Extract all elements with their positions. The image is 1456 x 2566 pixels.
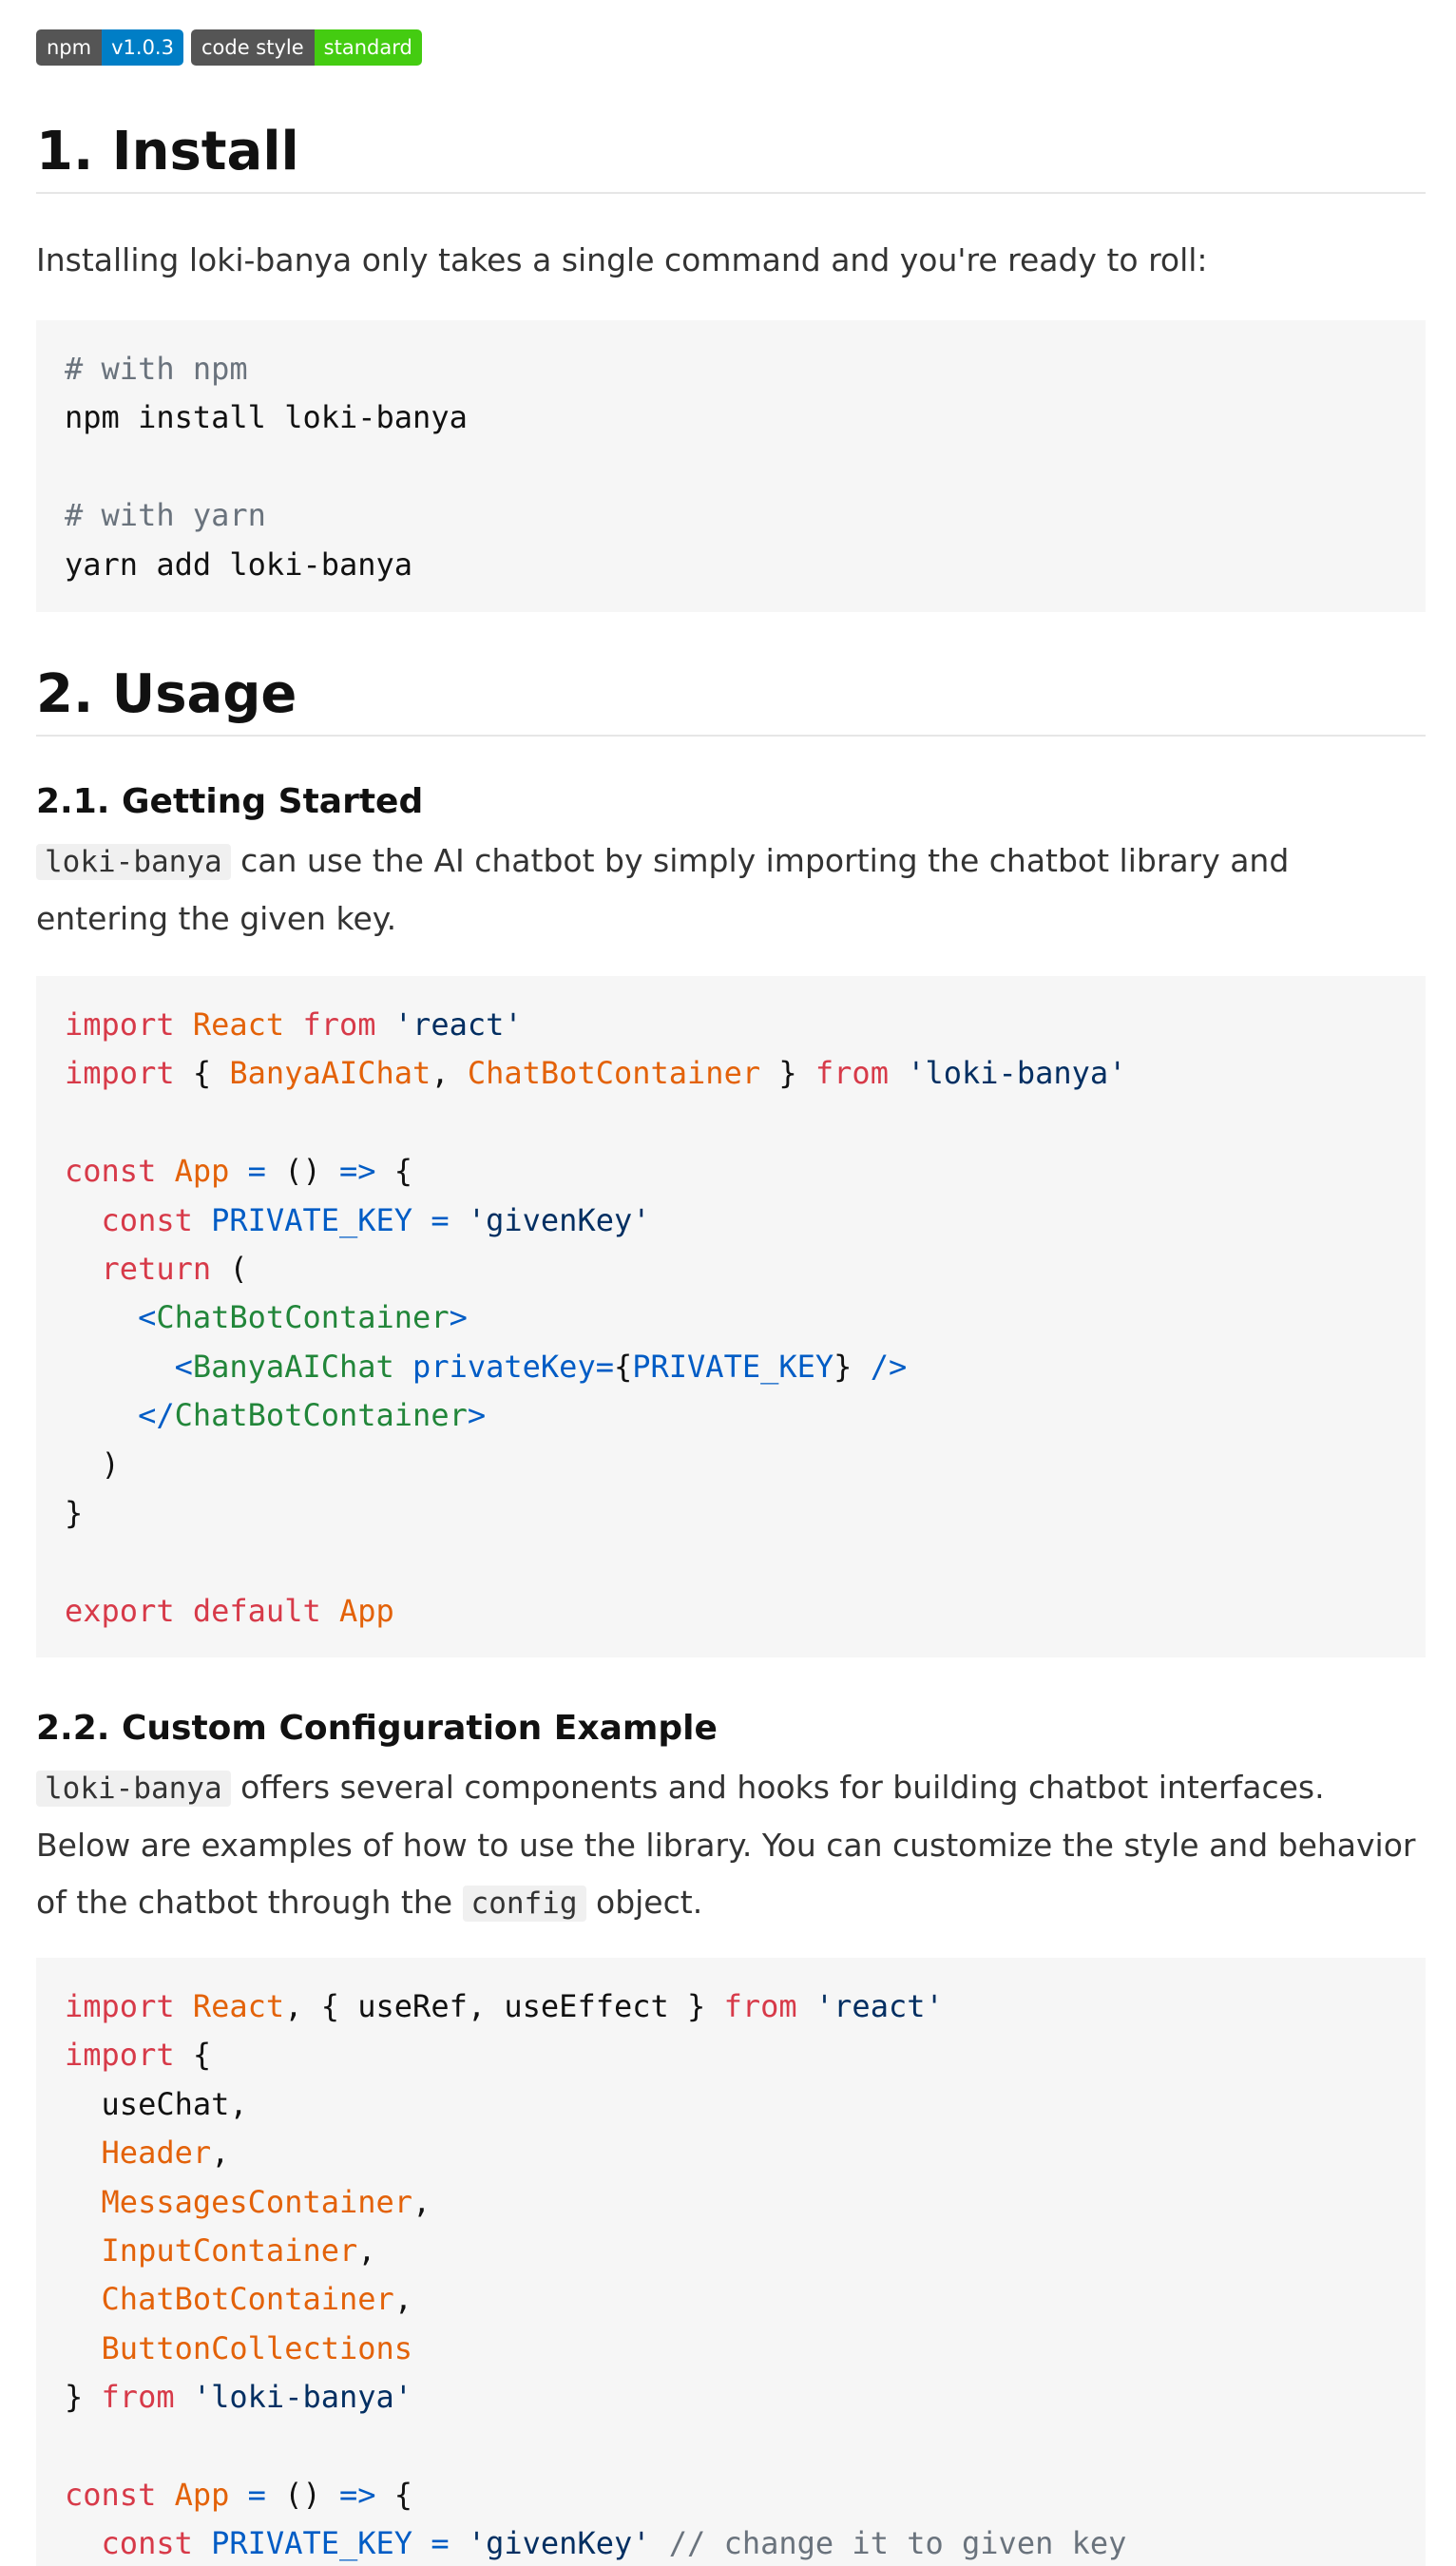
code-token [65, 2281, 102, 2317]
code-token [175, 2379, 193, 2415]
code-token: </ [138, 1397, 175, 1434]
usage-heading: 2. Usage [36, 655, 1426, 737]
code-token [229, 2477, 247, 2513]
code-token: < [174, 1348, 193, 1385]
code-token [229, 1153, 247, 1189]
code-line [65, 2471, 1397, 2519]
badge-value: v1.0.3 [102, 29, 183, 66]
code-token: /> [870, 1348, 908, 1385]
code-token: } [65, 2379, 102, 2416]
code-token [65, 2525, 102, 2561]
code-line [65, 2275, 1397, 2324]
code-token [797, 1988, 815, 2024]
code-token: { [375, 1153, 413, 1190]
code-token: PRIVATE_KEY [211, 1201, 413, 1238]
code-token: React [192, 1006, 285, 1043]
code-token [156, 1153, 174, 1189]
code-token [412, 1202, 431, 1238]
code-token: } [65, 1494, 84, 1531]
code-token: => [338, 1153, 376, 1190]
code-line [65, 1049, 1397, 1098]
custom-config-heading: 2.2. Custom Configuration Example [36, 1709, 718, 1748]
code-line [65, 1441, 1397, 1489]
custom-config-body: offers several components and hooks for building chatbot interfaces. Below are examples of how to use the library. You can customize the style and behavior of the chatbot through the [36, 1769, 1416, 1921]
code-token: = [431, 2525, 450, 2562]
code-line [65, 1391, 1397, 1440]
code-line [65, 1245, 1397, 1293]
install-code-block [36, 320, 1426, 612]
code-token: > [449, 1299, 468, 1336]
code-token [175, 1593, 193, 1629]
code-token: privateKey [412, 1348, 596, 1385]
code-token: } [833, 1348, 871, 1385]
code-token: = [431, 1201, 450, 1238]
code-token [284, 1006, 302, 1043]
code-token [651, 2525, 669, 2561]
badge-value: standard [315, 29, 422, 66]
code-token: , [393, 2281, 413, 2318]
code-token: PRIVATE_KEY [211, 2525, 413, 2562]
code-line [65, 1343, 1397, 1391]
code-token: > [467, 1397, 487, 1434]
code-token: () [265, 1153, 339, 1190]
code-token: const [65, 2476, 157, 2513]
code-token: useChat, [65, 2085, 248, 2122]
code-token: return [101, 1250, 212, 1287]
code-token: , [211, 2135, 230, 2172]
code-token: 'givenKey' [467, 2525, 651, 2562]
code-token [156, 2477, 174, 2513]
code-token: { [613, 1348, 633, 1385]
code-line [65, 2031, 1397, 2079]
code-token [65, 1299, 138, 1335]
code-token: React [192, 1988, 285, 2024]
code-token [193, 2525, 211, 2561]
code-line [65, 2080, 1397, 2129]
code-token: ) [65, 1446, 120, 1483]
custom-config-code-block [36, 1958, 1426, 2566]
code-token: PRIVATE_KEY [632, 1348, 834, 1385]
code-token: = [595, 1348, 614, 1385]
code-token: const [101, 1201, 193, 1238]
code-token: () [265, 2476, 339, 2513]
code-line [65, 1489, 1397, 1538]
code-token: ChatBotContainer [467, 1055, 761, 1092]
code-token [450, 1202, 468, 1238]
code-line [65, 2178, 1397, 2227]
code-token [321, 1593, 339, 1629]
code-token: export [65, 1592, 175, 1629]
code-token: # with yarn [65, 497, 266, 534]
code-token: , [412, 2183, 431, 2220]
code-token: Header [101, 2135, 212, 2172]
code-line [65, 1293, 1397, 1342]
code-token [65, 1202, 102, 1238]
code-token [450, 2525, 468, 2561]
code-token: 'loki-banya' [907, 1055, 1127, 1092]
code-token [65, 2232, 102, 2269]
code-token [412, 2525, 431, 2561]
getting-started-body: can use the AI chatbot by simply importing the chatbot library and entering the given key. [36, 842, 1290, 937]
code-token: { [174, 2037, 212, 2074]
code-line [65, 2325, 1397, 2373]
install-heading: 1. Install [36, 112, 1426, 194]
code-token [175, 1988, 193, 2024]
code-token: 'loki-banya' [192, 2379, 413, 2416]
code-token [65, 2330, 102, 2366]
code-token [65, 1251, 102, 1287]
code-token: npm install loki-banya [65, 399, 468, 436]
inline-code: loki-banya [36, 844, 231, 880]
code-line [65, 541, 1397, 589]
badge-label: code style [191, 29, 315, 66]
code-token: App [174, 2476, 230, 2513]
code-token: 'givenKey' [467, 1201, 651, 1238]
code-token [889, 1055, 907, 1091]
inline-code: loki-banya [36, 1771, 231, 1807]
code-token [175, 1006, 193, 1043]
badges [36, 29, 422, 66]
code-token: from [814, 1055, 889, 1092]
code-token: BanyaAIChat [192, 1348, 394, 1385]
code-token: ButtonCollections [101, 2329, 413, 2366]
code-token: ( [211, 1250, 248, 1287]
getting-started-code-block [36, 976, 1426, 1657]
code-token: yarn add loki-banya [65, 546, 413, 583]
code-token: import [65, 1006, 175, 1043]
code-line [65, 1147, 1397, 1196]
code-token: App [174, 1153, 230, 1190]
code-token: import [65, 2037, 175, 2074]
code-line [65, 1982, 1397, 2031]
code-token [65, 1349, 175, 1385]
code-token: App [338, 1592, 394, 1629]
code-line [65, 443, 1397, 491]
code-line [65, 393, 1397, 442]
code-line [65, 2227, 1397, 2275]
code-token: { [375, 2476, 413, 2513]
code-token: BanyaAIChat [229, 1055, 431, 1092]
code-token: = [247, 1153, 266, 1190]
code-token: const [65, 1153, 157, 1190]
code-token: from [723, 1988, 797, 2024]
code-token: // change it to given key [668, 2525, 1127, 2562]
code-token: => [338, 2476, 376, 2513]
code-token: ChatBotContainer [156, 1299, 450, 1336]
code-line [65, 1197, 1397, 1245]
code-token [394, 1349, 412, 1385]
code-token: < [138, 1299, 157, 1336]
code-line [65, 1538, 1397, 1586]
code-token: , { useRef, useEffect } [284, 1988, 724, 2024]
code-token: , [357, 2231, 376, 2269]
getting-started-heading: 2.1. Getting Started [36, 782, 424, 821]
inline-code-config: config [463, 1886, 586, 1922]
badge-label: npm [36, 29, 102, 66]
code-token: const [101, 2525, 193, 2562]
custom-config-text [36, 1759, 1426, 1932]
code-token: InputContainer [101, 2231, 358, 2269]
code-token: # with npm [65, 351, 248, 387]
install-text: Installing loki-banya only takes a single command and you're ready to roll: [36, 241, 1208, 278]
code-token: } [760, 1055, 815, 1092]
code-token: import [65, 1988, 175, 2024]
code-line [65, 491, 1397, 540]
code-token: MessagesContainer [101, 2183, 413, 2220]
code-line [65, 1001, 1397, 1049]
getting-started-text [36, 833, 1426, 948]
code-line [65, 2373, 1397, 2422]
code-line [65, 345, 1397, 393]
code-token [376, 1006, 394, 1043]
npm-version-badge[interactable] [36, 29, 183, 66]
code-token: from [101, 2379, 175, 2416]
code-line [65, 1587, 1397, 1636]
code-line [65, 2129, 1397, 2177]
code-line [65, 2422, 1397, 2471]
code-style-badge[interactable] [191, 29, 422, 66]
code-token: 'react' [393, 1006, 523, 1043]
code-token [193, 1202, 211, 1238]
code-token [65, 2184, 102, 2220]
code-token: = [247, 2476, 266, 2513]
code-token: default [192, 1592, 321, 1629]
code-token [65, 1397, 138, 1433]
code-token: import [65, 1055, 175, 1092]
code-token [65, 2135, 102, 2171]
code-token: from [302, 1006, 376, 1043]
custom-config-body-end: object. [585, 1884, 703, 1921]
code-token: ChatBotContainer [101, 2281, 394, 2318]
code-line [65, 2519, 1397, 2566]
code-token: 'react' [814, 1988, 944, 2024]
code-token: { [174, 1055, 230, 1092]
code-token: ChatBotContainer [174, 1397, 468, 1434]
code-line [65, 1099, 1397, 1147]
code-token: , [431, 1055, 468, 1092]
